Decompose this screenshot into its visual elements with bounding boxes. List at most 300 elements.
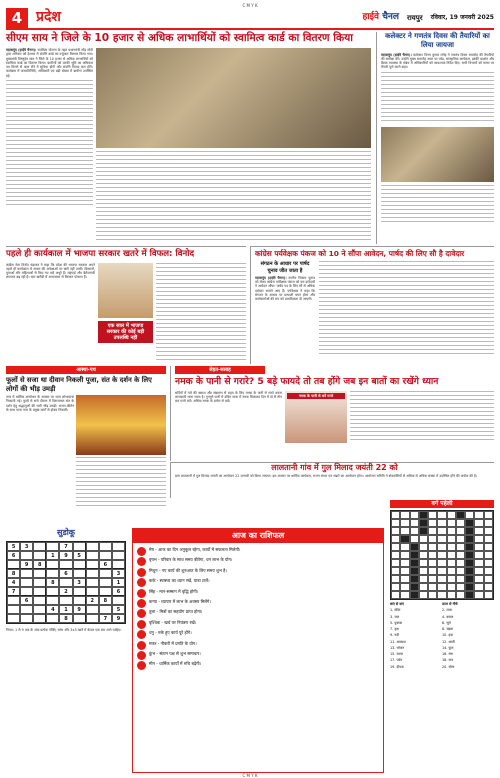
crossword-cell	[447, 511, 456, 519]
crossword-cell	[484, 551, 493, 559]
rashifal-text: धनु - रुके हुए कार्य पूरे होंगे।	[149, 630, 192, 636]
crossword-cell	[474, 551, 483, 559]
zodiac-icon	[137, 609, 146, 618]
crossword-cell	[484, 511, 493, 519]
health-photo	[285, 391, 347, 443]
sudoku-cell	[7, 614, 20, 623]
crossword-cell	[400, 575, 409, 583]
sudoku-cell: 7	[7, 587, 20, 596]
sudoku-cell: 8	[7, 569, 20, 578]
crossword-cell	[410, 575, 419, 583]
crossword-cell	[428, 535, 437, 543]
crossword-cell	[465, 527, 474, 535]
crossword-cell	[474, 511, 483, 519]
sudoku-cell	[99, 605, 112, 614]
crossword-cell	[419, 527, 428, 535]
crossword-cell	[437, 519, 446, 527]
edition-city: रायपुर	[407, 13, 423, 22]
congress-quote	[98, 321, 153, 344]
collector-body: कलेक्टर विनय कुमार लंगेह ने गणतंत्र दिवस समारोह की तैयारियों की समीक्षा की। उन्होंने मुख्य समारोह स्थल पर परेड, सांस्कृतिक कार्यक्रम, झांकी प्रदर्शन और बैठक व्यवस्था के संबंध में अधिकारियों को आवश्यक निर्देश दिए। सभी विभागों को समय पर तैयारी पूर्ण करने कहा।	[381, 52, 494, 70]
health-headline: नमक के पानी से गरारे? 5 बड़े फायदे तो तब होंगे जब इन बातों का रखेंगे ध्यान	[175, 376, 439, 388]
rashifal-text: मीन - धार्मिक कार्यों में रुचि बढ़ेगी।	[149, 661, 202, 667]
crossword-cell	[410, 551, 419, 559]
sudoku-cell	[20, 569, 33, 578]
crossword-cell	[428, 519, 437, 527]
rashifal-text: वृषभ - परिवार के साथ समय बीतेगा, धन लाभ के योग।	[149, 557, 233, 563]
crossword-cell	[456, 591, 465, 599]
pankaj-left-col	[255, 261, 315, 356]
crossword-cell	[447, 575, 456, 583]
sudoku-cell: 2	[59, 587, 72, 596]
sudoku-cell: 3	[73, 578, 86, 587]
crossword-cell	[410, 527, 419, 535]
crossword-title: वर्ग पहेली	[390, 500, 494, 508]
crossword-grid	[390, 510, 494, 600]
zodiac-icon	[137, 630, 146, 639]
rashifal-text: मकर - नौकरी में प्रगति के योग।	[149, 640, 197, 646]
clue-item: 10. हवा	[442, 633, 454, 638]
clue-item: 8. चंद्रमा	[442, 627, 454, 631]
sudoku-cell	[86, 578, 99, 587]
crossword-cell	[447, 559, 456, 567]
crossword-cell	[410, 583, 419, 591]
sudoku-cell	[33, 551, 46, 560]
rashifal-item	[137, 620, 379, 629]
sudoku-cell: 9	[20, 560, 33, 569]
crossword-cell	[437, 583, 446, 591]
crossword-cell	[400, 591, 409, 599]
sudoku-cell	[73, 614, 86, 623]
sudoku-cell	[20, 605, 33, 614]
sudoku-cell: 1	[112, 578, 125, 587]
clue-item: 15. सागर	[390, 652, 403, 656]
collector-text-more	[381, 72, 494, 124]
sudoku-cell	[99, 587, 112, 596]
crossword-cell	[484, 567, 493, 575]
rashifal-text: मेष - आज का दिन अनुकूल रहेगा, कार्यों में सफलता मिलेगी।	[149, 547, 241, 552]
crossword-cell	[437, 535, 446, 543]
crossword-cell	[437, 511, 446, 519]
sudoku-cell	[73, 542, 86, 551]
health-body: सर्दियों में गले की खराश और संक्रमण से राहत के लिए नमक के पानी से गरारे करना लाभकारी माना जाता है। गुनगुने पानी में उचित मात्रा में नमक मिलाकर दिन में दो से तीन बार गरारे करें। अधिक नमक के प्रयोग से बचें।	[175, 390, 282, 404]
sudoku-cell: 9	[59, 551, 72, 560]
sudoku-cell: 5	[73, 551, 86, 560]
crossword-cell	[484, 591, 493, 599]
health-story	[170, 366, 494, 461]
brand-right: चैनल	[382, 12, 399, 23]
across-title: बाएं से दाएं	[390, 602, 404, 606]
lead-headline: सीएम साय ने जिले के 10 हजार से अधिक लाभार्थियों को स्वामित्व कार्ड का वितरण किया	[6, 32, 354, 44]
sudoku-cell: 8	[33, 560, 46, 569]
crossword-cell	[410, 591, 419, 599]
crossword-cell	[391, 527, 400, 535]
quote-line: एक साल में भाजपा	[107, 322, 144, 329]
crossword-cell	[428, 559, 437, 567]
lead-text-columns	[96, 151, 371, 241]
crossword	[390, 500, 494, 600]
crossword-cell	[400, 519, 409, 527]
zodiac-icon	[137, 661, 146, 670]
rashifal-item	[137, 589, 379, 598]
sudoku-cell	[99, 578, 112, 587]
crossword-cell	[437, 527, 446, 535]
sudoku-cell	[99, 551, 112, 560]
sudoku-cell: 5	[112, 605, 125, 614]
rashifal-text: तुला - मित्रों का सहयोग प्राप्त होगा।	[149, 609, 203, 615]
health-text-more	[350, 391, 494, 443]
sudoku-cell	[86, 605, 99, 614]
sudoku-cell	[46, 587, 59, 596]
congress-portrait	[98, 263, 153, 318]
crossword-cell	[400, 583, 409, 591]
sudoku-cell: 9	[73, 605, 86, 614]
sudoku-cell: 6	[99, 560, 112, 569]
sudoku-cell: 3	[20, 542, 33, 551]
sudoku-rules: नियम: 1 से 9 तक के अंक प्रत्येक पंक्ति, स्तंभ और 3x3 खाने में केवल एक बार आने चाहिए।	[6, 628, 122, 632]
sudoku-cell: 2	[86, 596, 99, 605]
sudoku-cell	[33, 614, 46, 623]
clue-item: 9. नदी	[390, 633, 399, 638]
sudoku-cell	[59, 596, 72, 605]
crossword-cell	[456, 559, 465, 567]
clue-item: 20. सोना	[442, 664, 455, 669]
crossword-cell	[391, 567, 400, 575]
health-band: सेहत-सलाह	[175, 366, 265, 374]
collector-headline: कलेक्टर ने गणतंत्र दिवस की तैयारियों का लिया जायजा	[385, 32, 490, 49]
rashifal-item	[137, 557, 379, 566]
crossword-cell	[484, 543, 493, 551]
zodiac-icon	[137, 641, 146, 650]
crossword-cell	[419, 543, 428, 551]
sudoku-cell: 9	[112, 614, 125, 623]
crossword-cell	[410, 535, 419, 543]
collector-body-wrap	[381, 53, 494, 70]
clue-item: 12. धरती	[442, 639, 455, 644]
crossword-cell	[419, 551, 428, 559]
sudoku-cell: 3	[112, 569, 125, 578]
sudoku-cell: 6	[59, 569, 72, 578]
crossword-cell	[391, 519, 400, 527]
crossword-cell	[456, 551, 465, 559]
crossword-cell	[391, 575, 400, 583]
crossword-cell	[465, 567, 474, 575]
crossword-cell	[428, 583, 437, 591]
zodiac-icon	[137, 589, 146, 598]
sudoku-grid	[6, 541, 126, 624]
down-title: ऊपर से नीचे	[442, 602, 458, 606]
crossword-cell	[419, 519, 428, 527]
rashifal	[132, 528, 384, 773]
sudoku-cell: 6	[112, 587, 125, 596]
crossword-cell	[391, 551, 400, 559]
astha-text-more	[76, 457, 166, 509]
astha-story	[6, 366, 166, 526]
clue-item: 5. पुस्तक	[390, 620, 403, 625]
sudoku-cell	[20, 614, 33, 623]
crossword-cell	[456, 511, 465, 519]
sudoku-cell	[73, 560, 86, 569]
crossword-cell	[447, 543, 456, 551]
sudoku-cell	[20, 587, 33, 596]
congress-body: कांग्रेस नेता विनोद चंद्राकर ने कहा कि प्रदेश की भाजपा सरकार अपने पहले ही कार्यकाल में जनता की अपेक्षाओं पर खरी नहीं उतरी। किसानों, युवाओं और महिलाओं से किए गए वादे अधूरे हैं। महंगाई और बेरोजगारी लगातार बढ़ रही है। धान खरीदी में अव्यवस्था से किसान परेशान हैं।	[6, 262, 95, 280]
crossword-cell	[456, 543, 465, 551]
crossword-cell	[474, 543, 483, 551]
rashifal-text: कर्क - स्वास्थ्य का ध्यान रखें, यात्रा टालें।	[149, 578, 210, 584]
zodiac-icon	[137, 620, 146, 629]
rashifal-item	[137, 609, 379, 618]
quote-line: सरकार की कोई बड़ी	[106, 328, 145, 335]
edition-date: रविवार, 19 जनवरी 2025	[430, 14, 494, 22]
crossword-cell	[474, 567, 483, 575]
sudoku-cell	[86, 551, 99, 560]
crossword-cell	[391, 511, 400, 519]
lead-body: स्वामित्व योजना के तहत प्रधानमंत्री नरेंद्र मोदी द्वारा शनिवार को देशभर में संपत्ति कार्ड का वर्चुअल वितरण किया गया। मुख्यमंत्री विष्णुदेव साय ने जिले के 10 हजार से अधिक लाभार्थियों को स्वामित्व कार्ड का वितरण किया। ग्रामीणों को उनकी भूमि का अधिकार पत्र मिलने से ऋण लेने में सुविधा होगी और संपत्ति विवाद कम होंगे। कार्यक्रम में जनप्रतिनिधि, अधिकारी एवं बड़ी संख्या में ग्रामीण उपस्थित रहे।	[6, 48, 93, 78]
sudoku-cell: 7	[59, 542, 72, 551]
crossword-cell	[474, 527, 483, 535]
crossword-cell	[447, 583, 456, 591]
crossword-cell	[410, 511, 419, 519]
astha-band: आस्था-पथ	[6, 366, 166, 374]
crossword-cell	[474, 591, 483, 599]
pankaj-subhead: संगठन के आधार पर पार्षद चुनाव जीत जाता है	[260, 261, 310, 274]
sudoku-cell	[112, 551, 125, 560]
sudoku-cell	[86, 542, 99, 551]
collector-text-end	[381, 185, 494, 223]
pankaj-headline: कांग्रेस पर्यवेक्षक पंकज को 10 ने सौंपा आवेदन, पार्षद की लिए सौ है दावेदार	[255, 249, 465, 258]
clue-item: 3. जल	[390, 614, 400, 619]
sudoku-cell	[99, 569, 112, 578]
crossword-cell	[474, 559, 483, 567]
crossword-cell	[474, 535, 483, 543]
crossword-cell	[428, 543, 437, 551]
sudoku-cell	[33, 578, 46, 587]
sudoku-cell: 4	[46, 605, 59, 614]
crossword-cell	[437, 559, 446, 567]
congress-photo-block	[98, 263, 153, 363]
rashifal-item	[137, 651, 379, 660]
crossword-cell	[419, 575, 428, 583]
crossword-cell	[391, 543, 400, 551]
crossword-cell	[400, 511, 409, 519]
crossword-cell	[447, 519, 456, 527]
clues-across	[390, 602, 442, 669]
sudoku-cell	[46, 569, 59, 578]
clue-item: 19. दीपक	[390, 664, 404, 669]
sudoku	[6, 528, 126, 773]
crossword-clues	[390, 602, 494, 773]
clue-item: 7. वृक्ष	[390, 627, 399, 631]
crossword-cell	[419, 567, 428, 575]
congress-headline: पहले ही कार्यकाल में भाजपा सरकार खतरे में विफल: विनोद	[6, 249, 195, 259]
sudoku-cell	[86, 569, 99, 578]
crossword-cell	[456, 519, 465, 527]
crossword-cell	[456, 535, 465, 543]
crossword-cell	[447, 535, 456, 543]
rashifal-text: सिंह - मान-सम्मान में वृद्धि होगी।	[149, 588, 199, 594]
sudoku-cell	[33, 569, 46, 578]
sudoku-cell	[59, 578, 72, 587]
crossword-cell	[428, 575, 437, 583]
crossword-cell	[428, 511, 437, 519]
collector-story	[376, 32, 494, 244]
crossword-cell	[400, 535, 409, 543]
clue-item: 2. राजा	[442, 608, 452, 613]
crossword-cell	[465, 551, 474, 559]
sudoku-cell	[20, 578, 33, 587]
lead-story	[6, 32, 371, 244]
crossword-cell	[437, 551, 446, 559]
crossword-cell	[437, 591, 446, 599]
sudoku-cell: 8	[59, 614, 72, 623]
crossword-cell	[437, 575, 446, 583]
crossword-cell	[465, 511, 474, 519]
crossword-cell	[447, 527, 456, 535]
sudoku-cell: 8	[99, 596, 112, 605]
zodiac-icon	[137, 578, 146, 587]
sudoku-cell	[86, 560, 99, 569]
sudoku-cell	[33, 596, 46, 605]
sudoku-cell	[46, 596, 59, 605]
sudoku-cell: 1	[59, 605, 72, 614]
pankaj-body: नगरीय निकाय चुनाव को लेकर कांग्रेस पर्यवेक्षक पंकज को दस दावेदारों ने आवेदन सौंपा। पार्षद पद के लिए सौ से अधिक दावेदार सामने आए हैं। पर्यवेक्षक ने कहा कि संगठन के आधार पर प्रत्याशी चयन होगा और कार्यकर्ताओं की राय को प्राथमिकता दी जाएगी।	[255, 275, 315, 301]
rashifal-text: कुंभ - संतान पक्ष से शुभ समाचार।	[149, 650, 201, 656]
zodiac-icon	[137, 651, 146, 660]
crossword-cell	[474, 519, 483, 527]
crossword-cell	[465, 583, 474, 591]
crossword-cell	[465, 519, 474, 527]
sudoku-cell: 1	[46, 551, 59, 560]
crossword-cell	[447, 567, 456, 575]
collector-photo	[381, 127, 494, 182]
zodiac-icon	[137, 557, 146, 566]
crossword-cell	[419, 559, 428, 567]
crossword-cell	[456, 527, 465, 535]
sudoku-cell: 8	[46, 578, 59, 587]
lead-body-continued	[6, 80, 93, 208]
rashifal-title: आज का राशिफल	[133, 529, 383, 543]
zodiac-icon	[137, 599, 146, 608]
clue-item: 11. आकाश	[390, 639, 406, 644]
crossword-cell	[428, 551, 437, 559]
crossword-cell	[447, 551, 456, 559]
crossword-cell	[391, 591, 400, 599]
sudoku-title: सुडोकू	[57, 528, 75, 537]
sudoku-cell	[112, 596, 125, 605]
masthead	[6, 8, 494, 30]
page-number: 4	[6, 8, 28, 28]
bottom-registration-mark: C M Y K	[242, 773, 258, 778]
crossword-cell	[428, 527, 437, 535]
section-title: प्रदेश	[36, 9, 61, 26]
lead-photo	[96, 48, 371, 148]
crossword-cell	[428, 567, 437, 575]
crossword-cell	[474, 583, 483, 591]
crossword-cell	[391, 583, 400, 591]
crossword-cell	[456, 583, 465, 591]
crossword-cell	[437, 567, 446, 575]
rashifal-item	[137, 568, 379, 577]
crossword-cell	[400, 567, 409, 575]
quote-line: उपलब्धि नहीं	[113, 335, 138, 342]
clue-item: 4. कमल	[442, 614, 454, 619]
sudoku-cell	[59, 560, 72, 569]
lead-body-column	[6, 48, 96, 241]
crossword-cell	[465, 535, 474, 543]
rashifal-text: कन्या - व्यापार में लाभ के अवसर मिलेंगे।	[149, 598, 211, 604]
sudoku-cell: 6	[7, 551, 20, 560]
zodiac-icon	[137, 568, 146, 577]
lalatani-body: ग्राम लालतानी में गुल मिलाद जयंती का आयोजन 22 जनवरी को किया जाएगा। इस अवसर पर धार्मिक कार्यक्रम, भजन संध्या एवं भंडारे का आयोजन होगा। आयोजन समिति ने क्षेत्रवासियों से अधिक से अधिक संख्या में उपस्थित होने की अपील की है।	[175, 474, 478, 478]
sudoku-cell	[7, 596, 20, 605]
crossword-cell	[465, 591, 474, 599]
crossword-cell	[410, 559, 419, 567]
collector-dateline: महासमुंद (हाईवे चैनल)।	[381, 52, 412, 57]
rashifal-text: मिथुन - नए कार्य की शुरुआत के लिए समय शुभ है।	[149, 567, 227, 573]
sudoku-cell	[33, 605, 46, 614]
pankaj-body-wrap	[255, 276, 315, 302]
rashifal-item	[137, 661, 379, 670]
crossword-cell	[419, 535, 428, 543]
crossword-cell	[419, 591, 428, 599]
sudoku-cell	[73, 587, 86, 596]
sudoku-cell	[112, 560, 125, 569]
brand-left: हाईवे	[362, 12, 380, 23]
sudoku-cell	[112, 542, 125, 551]
rashifal-item	[137, 599, 379, 608]
crossword-cell	[484, 535, 493, 543]
crossword-cell	[456, 575, 465, 583]
pankaj-text-more	[319, 261, 494, 356]
crossword-cell	[428, 591, 437, 599]
pankaj-story	[250, 246, 494, 364]
lead-photo-area	[96, 48, 371, 241]
lalatani-headline: लालतानी गांव में गुल मिलाद जयंती 22 को	[271, 463, 398, 472]
sudoku-cell	[33, 587, 46, 596]
astha-photo	[76, 395, 166, 455]
sudoku-cell	[46, 542, 59, 551]
crossword-cell	[391, 535, 400, 543]
clue-item: 18. नाव	[442, 658, 454, 663]
sudoku-cell	[20, 551, 33, 560]
crossword-cell	[400, 551, 409, 559]
zodiac-icon	[137, 547, 146, 556]
rashifal-item	[137, 547, 379, 556]
crossword-cell	[400, 559, 409, 567]
clue-item: 6. सूर्य	[442, 620, 451, 625]
lead-dateline: महासमुंद (हाईवे चैनल)।	[6, 48, 37, 53]
crossword-cell	[484, 575, 493, 583]
rashifal-text: वृश्चिक - खर्च पर नियंत्रण रखें।	[149, 619, 197, 625]
crossword-cell	[419, 511, 428, 519]
crossword-cell	[465, 559, 474, 567]
lalatani-story	[170, 462, 494, 498]
sudoku-cell: 5	[7, 542, 20, 551]
congress-text-more	[156, 263, 246, 363]
crossword-cell	[447, 591, 456, 599]
crossword-cell	[400, 527, 409, 535]
sudoku-cell: 7	[99, 614, 112, 623]
sudoku-cell	[73, 569, 86, 578]
crossword-cell	[484, 559, 493, 567]
crossword-cell	[484, 583, 493, 591]
clue-item: 13. भोजन	[390, 645, 405, 650]
rashifal-item	[137, 641, 379, 650]
sudoku-cell	[99, 542, 112, 551]
clue-item: 14. फूल	[442, 645, 454, 650]
crossword-cell	[484, 527, 493, 535]
crossword-cell	[437, 543, 446, 551]
clues-down	[442, 602, 494, 669]
